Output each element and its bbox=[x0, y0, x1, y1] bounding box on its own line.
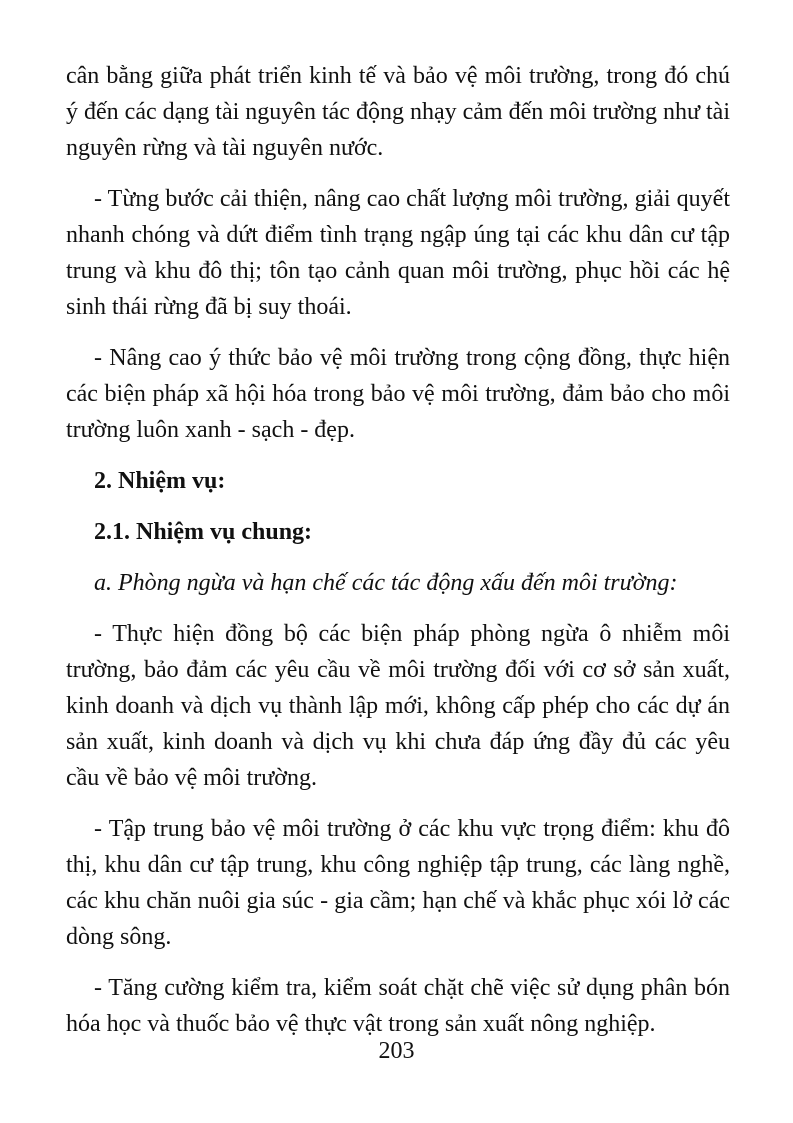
item-heading-prevention: a. Phòng ngừa và hạn chế các tác động xấu đến môi trường: bbox=[94, 570, 678, 596]
paragraph-improve-environment: - Từng bước cải thiện, nâng cao chất lượng môi trường, giải quyết nhanh chóng và dứt điểm tình trạng ngập úng tại các khu dân cư tập trung và khu đô thị; tôn tạo cảnh quan môi trường, phục hồi các hệ sinh thái rừng đã bị suy thoái. bbox=[66, 186, 730, 320]
paragraph-pollution-prevention: - Thực hiện đồng bộ các biện pháp phòng ngừa ô nhiễm môi trường, bảo đảm các yêu cầu về môi trường đối với cơ sở sản xuất, kinh doanh và dịch vụ thành lập mới, không cấp phép cho các dự án sản xuất, kinh doanh và dịch vụ khi chưa đáp ứng đầy đủ các yêu cầu về bảo vệ môi trường. bbox=[66, 621, 730, 791]
paragraph-key-areas: - Tập trung bảo vệ môi trường ở các khu vực trọng điểm: khu đô thị, khu dân cư tập trung, khu công nghiệp tập trung, các làng nghề, các khu chăn nuôi gia súc - gia cầm; hạn chế và khắc phục xói lở các dòng sông. bbox=[66, 816, 730, 950]
paragraph-raise-awareness: - Nâng cao ý thức bảo vệ môi trường trong cộng đồng, thực hiện các biện pháp xã hội hóa trong bảo vệ môi trường, đảm bảo cho môi trường luôn xanh - sạch - đẹp. bbox=[66, 345, 730, 443]
paragraph-fertilizer-control: - Tăng cường kiểm tra, kiểm soát chặt chẽ việc sử dụng phân bón hóa học và thuốc bảo vệ thực vật trong sản xuất nông nghiệp. bbox=[66, 975, 730, 1037]
paragraph-continuation: cân bằng giữa phát triển kinh tế và bảo vệ môi trường, trong đó chú ý đến các dạng tài nguyên tác động nhạy cảm đến môi trường như tài nguyên rừng và tài nguyên nước. bbox=[66, 63, 730, 161]
page-body bbox=[66, 58, 730, 1057]
subsection-heading-general-tasks: 2.1. Nhiệm vụ chung: bbox=[94, 519, 313, 545]
section-heading-tasks: 2. Nhiệm vụ: bbox=[94, 468, 226, 494]
page-number: 203 bbox=[378, 1038, 415, 1064]
